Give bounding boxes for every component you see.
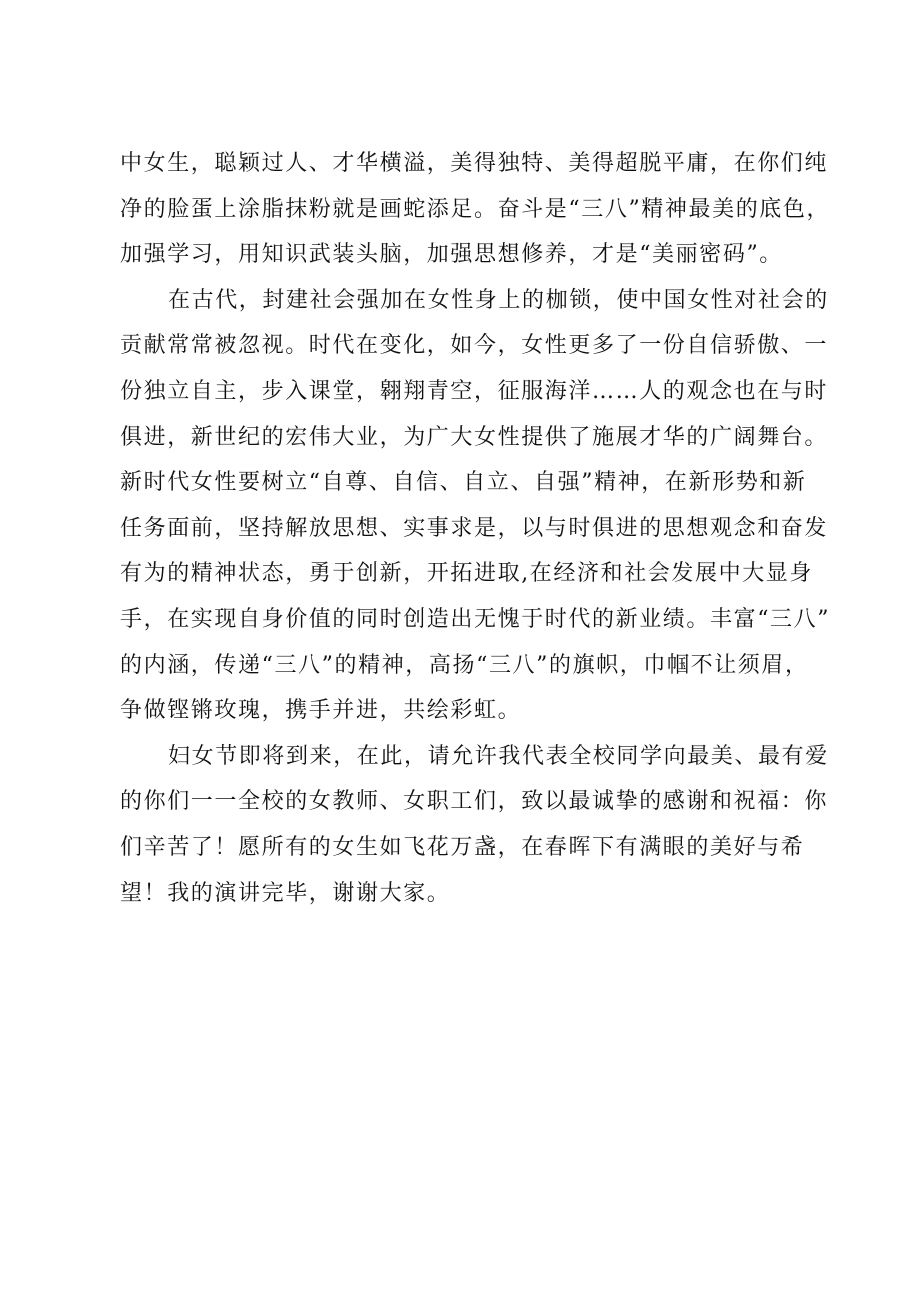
paragraph-1 xyxy=(120,141,840,278)
text-line: 争做铿锵玫瑰，携手并进，共绘彩虹。 xyxy=(120,698,522,724)
text-line: 任务面前，坚持解放思想、实事求是，以与时俱进的思想观念和奋发 xyxy=(120,515,829,541)
text-line: 俱进，新世纪的宏伟大业，为广大女性提供了施展才华的广阔舞台。 xyxy=(120,424,829,450)
text-line: 们辛苦了！愿所有的女生如飞花万盏，在春晖下有满眼的美好与希 xyxy=(120,834,805,860)
text-line: 贡献常常被忽视。时代在变化，如今，女性更多了一份自信骄傲、一 xyxy=(120,333,829,359)
text-line: 的内涵，传递“三八”的精神，高扬“三八”的旗帜，巾帼不让须眉， xyxy=(120,652,809,678)
text-line: 净的脸蛋上涂脂抹粉就是画蛇添足。奋斗是“三八”精神最美的底色， xyxy=(120,196,831,222)
text-line: 新时代女性要树立“自尊、自信、自立、自强”精神，在新形势和新 xyxy=(120,470,807,496)
paragraph-3 xyxy=(120,734,840,916)
paragraph-2 xyxy=(120,278,840,734)
text-line: 妇女节即将到来，在此，请允许我代表全校同学向最美、最有爱 xyxy=(168,743,829,769)
text-line: 有为的精神状态，勇于创新，开拓进取,在经济和社会发展中大显身 xyxy=(120,561,813,587)
text-line: 加强学习，用知识武装头脑，加强思想修养，才是“美丽密码”。 xyxy=(120,242,783,268)
speech-body xyxy=(120,141,840,916)
text-line: 望！我的演讲完毕，谢谢大家。 xyxy=(120,880,451,906)
text-line: 的你们一一全校的女教师、女职工们，致以最诚挚的感谢和祝福：你 xyxy=(120,789,829,815)
text-line: 中女生，聪颖过人、才华横溢，美得独特、美得超脱平庸，在你们纯 xyxy=(120,151,829,176)
text-line: 在古代，封建社会强加在女性身上的枷锁，使中国女性对社会的 xyxy=(168,287,829,313)
text-line: 手，在实现自身价值的同时创造出无愧于时代的新业绩。丰富“三八” xyxy=(120,606,831,632)
text-line: 份独立自主，步入课堂，翱翔青空，征服海洋……人的观念也在与时 xyxy=(120,378,829,404)
